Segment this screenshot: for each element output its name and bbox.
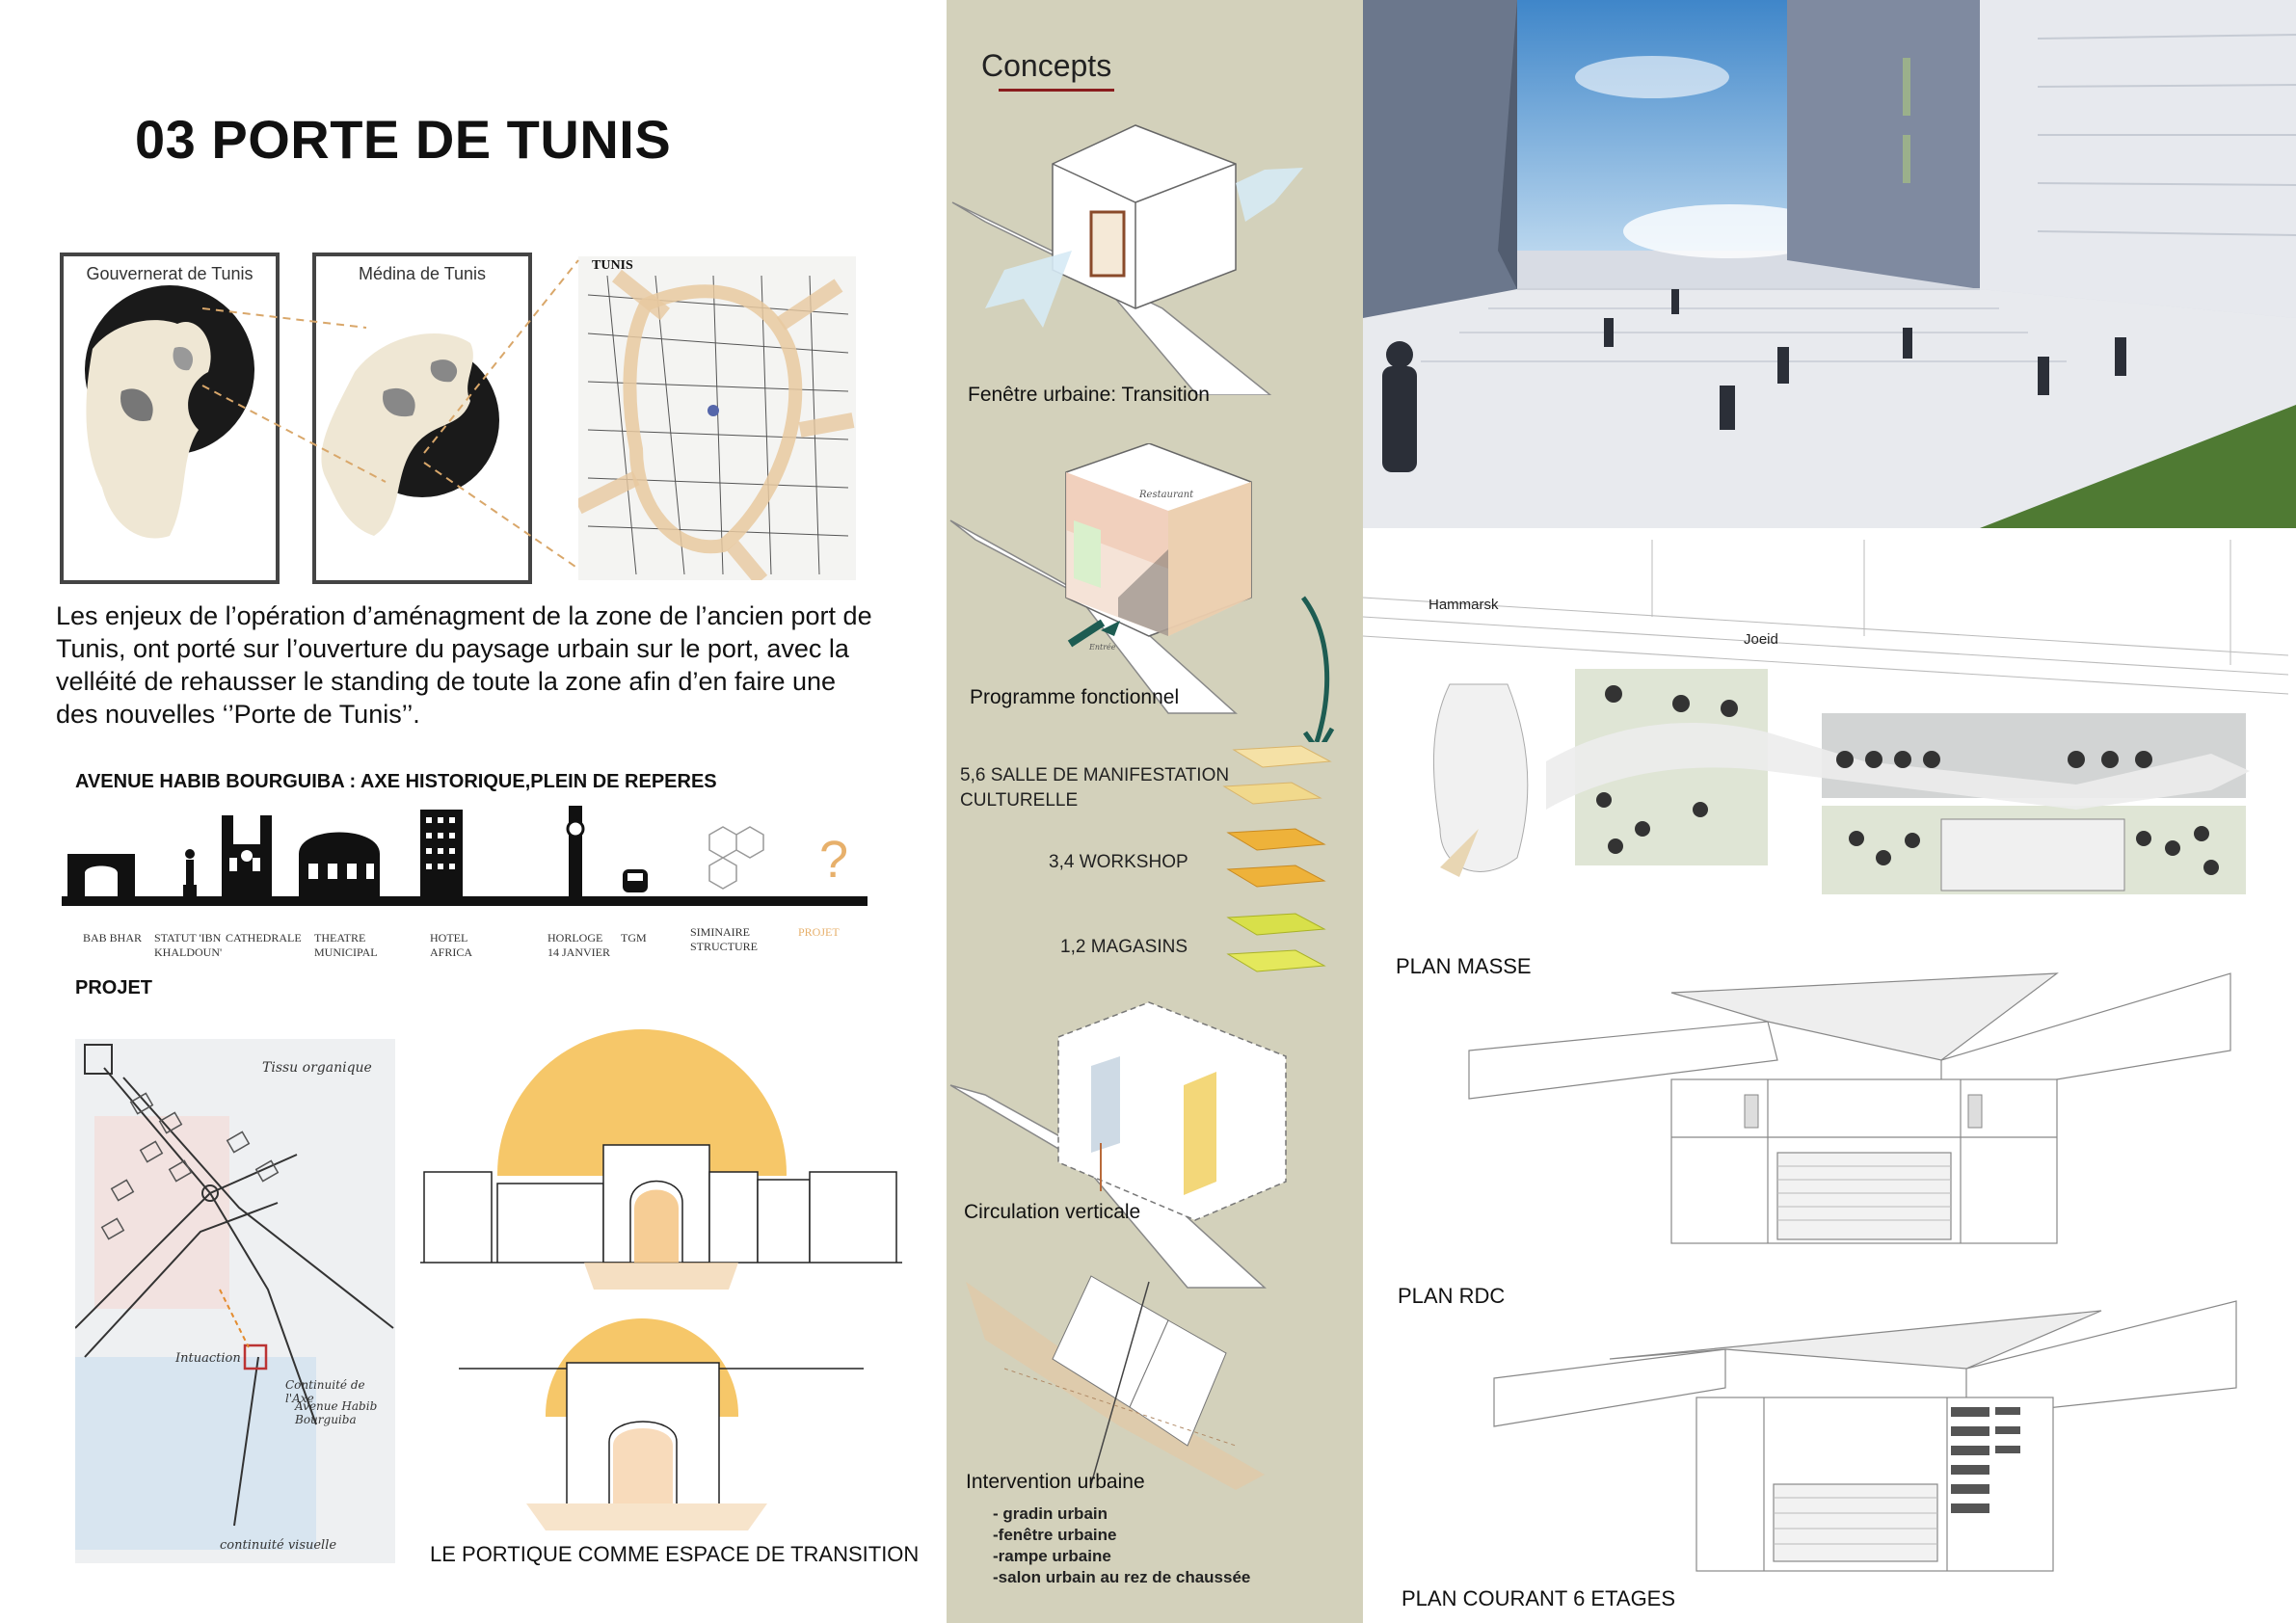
intro-paragraph: Les enjeux de l’opération d’aménagment de la zone de l’ancien port de Tunis, ont porté sur l’ouverture du paysage urbain sur le port, avec la velléité de rehausser le standing de toute la zone afin d’en faire une des nouvelles ‘’Porte de Tunis’’. xyxy=(56,601,872,729)
avenue-heading: AVENUE HABIB BOURGUIBA : AXE HISTORIQUE,PLEIN DE REPERES xyxy=(75,771,717,792)
intervention-item: -salon urbain au rez de chaussée xyxy=(993,1568,1251,1586)
sketch-note: Avenue Habib Bourguiba xyxy=(295,1399,378,1426)
floor-label-3-4: 3,4 WORKSHOP xyxy=(1049,852,1188,872)
floor-label-5-6: 5,6 SALLE DE MANIFESTATION CULTURELLE xyxy=(960,765,1230,811)
landmark-label: TGM xyxy=(621,931,647,945)
portique-drawing xyxy=(420,1010,902,1530)
avenue-skyline xyxy=(62,796,881,921)
landmark-label: STATUT 'IBN KHALDOUN' xyxy=(154,931,223,959)
map-medina-label: Médina de Tunis xyxy=(358,264,487,283)
plan-courant-label: PLAN COURANT 6 ETAGES xyxy=(1402,1586,1676,1610)
urban-sketch-drawing xyxy=(75,1039,395,1563)
landmark-label: THEATRE MUNICIPAL xyxy=(314,931,378,959)
sketch-note: Continuité de l'Axe xyxy=(285,1378,365,1405)
floor-label-1-2: 1,2 MAGASINS xyxy=(1060,937,1188,957)
sketch-note: Tissu organique xyxy=(262,1060,372,1076)
project-render xyxy=(1363,0,2296,528)
sketch-note: Intuaction xyxy=(175,1351,241,1366)
landmark-label: HORLOGE 14 JANVIER xyxy=(547,931,610,959)
restaurant-note: Restaurant xyxy=(1139,490,1194,500)
fenetre-diagram xyxy=(947,106,1363,395)
concepts-underline xyxy=(999,89,1114,92)
project-render-image xyxy=(1363,0,2296,528)
programme-caption: Programme fonctionnel xyxy=(970,686,1180,708)
intervention-diagram xyxy=(947,1263,1363,1494)
map-connectors xyxy=(0,0,887,598)
intervention-list xyxy=(993,1503,1250,1588)
landmark-label: SIMINAIRE STRUCTURE xyxy=(690,925,759,953)
circulation-caption: Circulation verticale xyxy=(964,1201,1141,1223)
plan-masse-label: PLAN MASSE xyxy=(1396,954,1532,978)
svg-text:?: ? xyxy=(819,831,849,889)
plan-masse-drawing xyxy=(1363,540,2296,945)
concepts-title: Concepts xyxy=(981,48,1112,83)
intervention-item: -fenêtre urbaine xyxy=(993,1526,1117,1544)
street-label: Hammarsk xyxy=(1428,597,1499,613)
projet-heading: PROJET xyxy=(75,977,153,998)
portique-caption: LE PORTIQUE COMME ESPACE DE TRANSITION xyxy=(430,1542,920,1566)
page-title: 03 PORTE DE TUNIS xyxy=(135,109,672,170)
plan-rdc-label: PLAN RDC xyxy=(1398,1284,1506,1308)
circulation-diagram xyxy=(947,998,1363,1297)
old-map-caption: TUNIS xyxy=(592,258,633,273)
intervention-item: -rampe urbaine xyxy=(993,1547,1111,1565)
plan-rdc-drawing xyxy=(1459,964,2259,1253)
landmark-label: CATHEDRALE xyxy=(226,931,302,945)
intervention-item: - gradin urbain xyxy=(993,1504,1108,1523)
plan-courant-drawing xyxy=(1484,1291,2256,1581)
map-gouvernerat-label: Gouvernerat de Tunis xyxy=(86,264,254,283)
landmark-label: PROJET xyxy=(798,925,840,939)
sketch-note: continuité visuelle xyxy=(220,1538,337,1553)
landmark-label: HOTEL AFRICA xyxy=(430,931,473,959)
urban-sketch xyxy=(75,1039,395,1563)
landmark-label: BAB BHAR xyxy=(83,931,143,945)
intervention-caption: Intervention urbaine xyxy=(966,1471,1145,1493)
entree-note: Entrée xyxy=(1089,643,1116,652)
street-label: Joeid xyxy=(1744,631,1778,648)
fenetre-caption: Fenêtre urbaine: Transition xyxy=(968,384,1210,406)
